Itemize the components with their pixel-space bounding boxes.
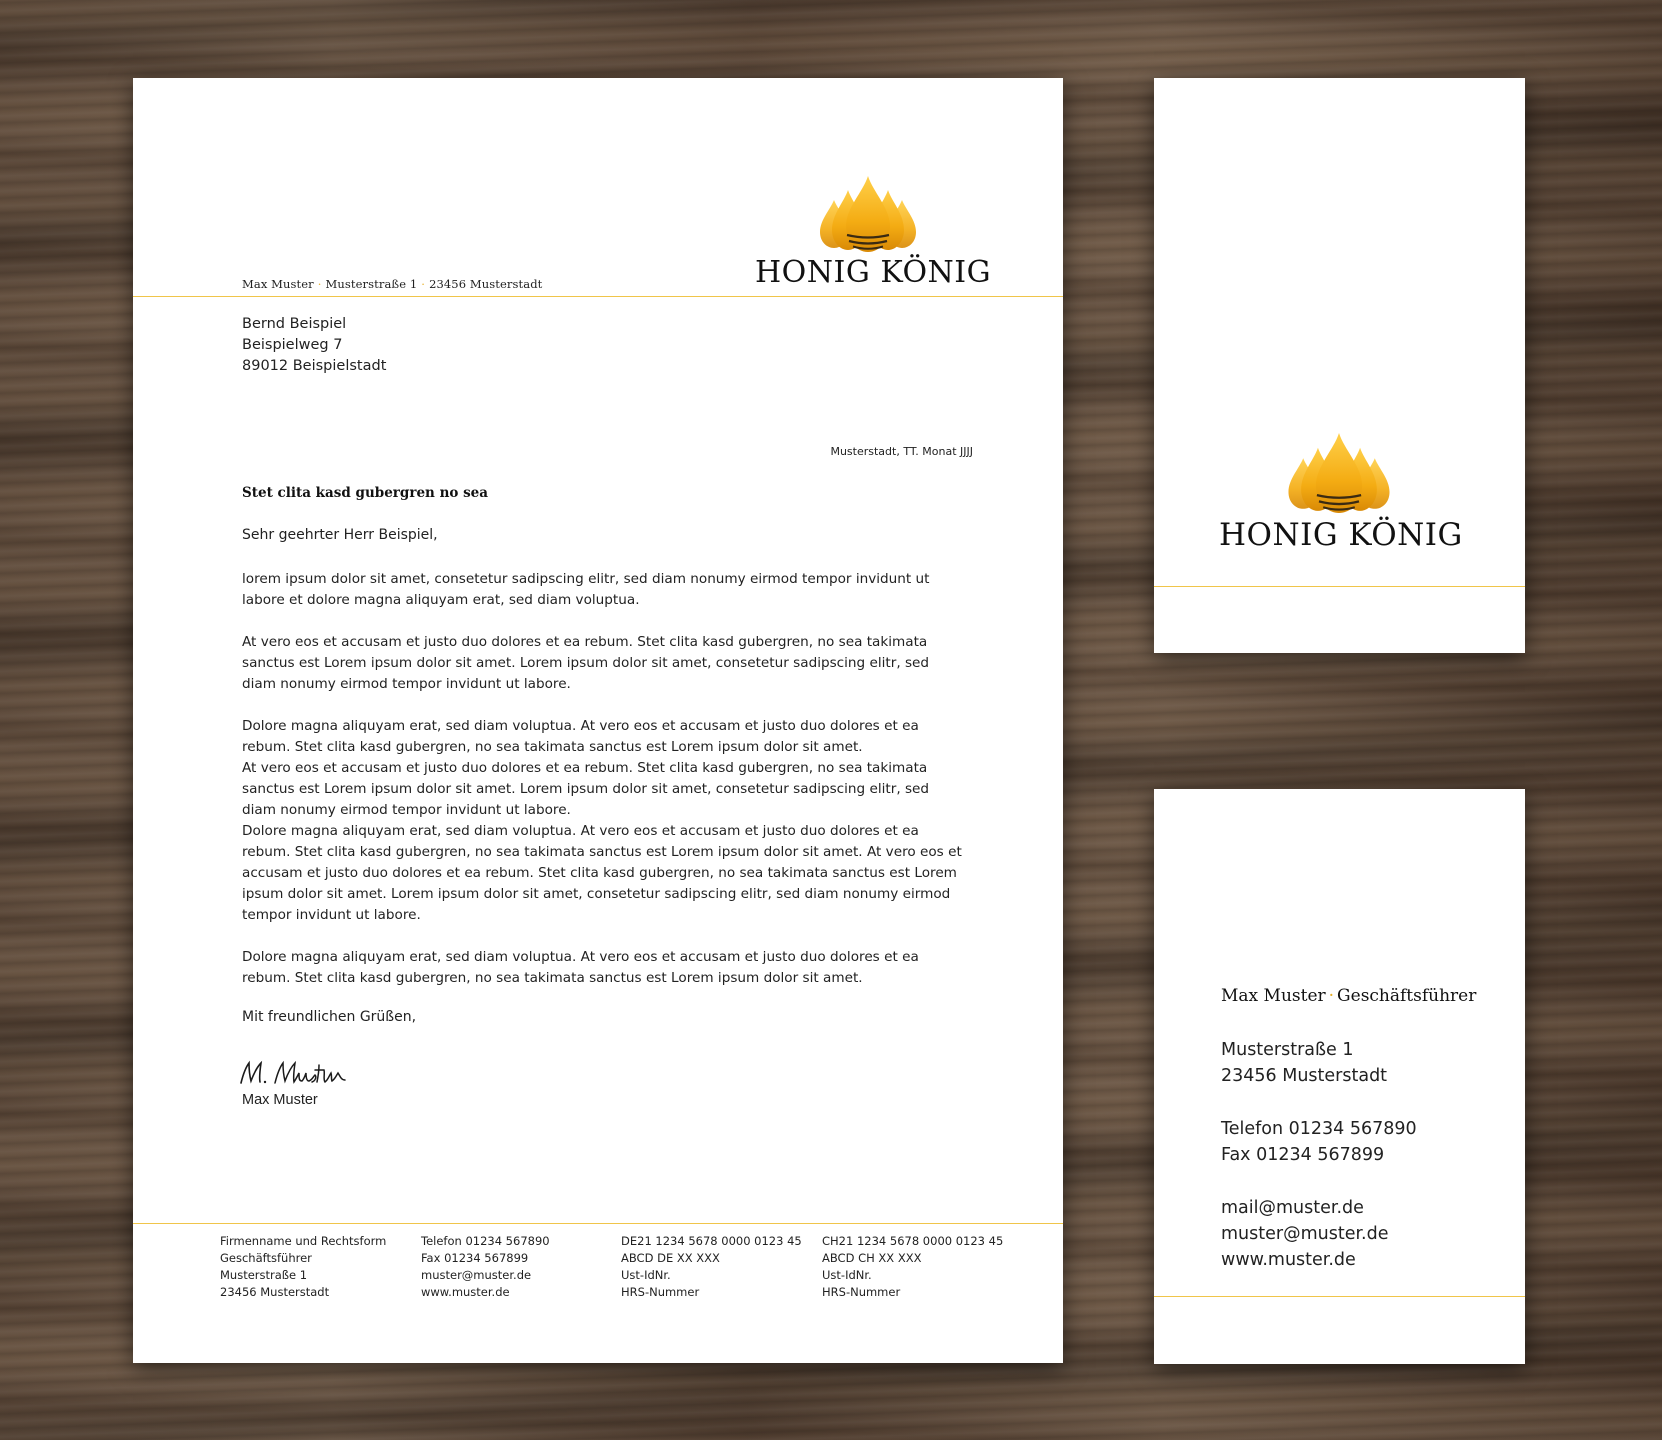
footer-line: Ust-IdNr. xyxy=(621,1268,671,1282)
card-person-role: Geschäftsführer xyxy=(1337,986,1477,1006)
letter-body xyxy=(242,569,962,1010)
footer-line: muster@muster.de xyxy=(421,1268,532,1282)
recipient-street: Beispielweg 7 xyxy=(242,337,343,353)
footer-line: Geschäftsführer xyxy=(220,1251,312,1265)
paragraph: Dolore magna aliquyam erat, sed diam voluptua. At vero eos et accusam et justo duo dolores et ea rebum. Stet clita kasd gubergren, no sea takimata sanctus est Lorem ipsum dolor sit amet. xyxy=(242,949,919,986)
footer-line: Musterstraße 1 xyxy=(220,1268,308,1282)
card-telefon: Telefon 01234 567890 xyxy=(1221,1119,1417,1139)
card-city: 23456 Musterstadt xyxy=(1221,1066,1388,1086)
card-phone xyxy=(1221,1116,1417,1168)
closing: Mit freundlichen Grüßen, xyxy=(242,1009,417,1025)
signature xyxy=(237,1057,357,1089)
card-website: www.muster.de xyxy=(1221,1250,1356,1270)
footer-line: Telefon 01234 567890 xyxy=(421,1234,550,1248)
footer-line: HRS-Nummer xyxy=(621,1285,700,1299)
card-email: muster@muster.de xyxy=(1221,1224,1389,1244)
letter-date: Musterstadt, TT. Monat JJJJ xyxy=(830,445,973,458)
paragraph: Dolore magna aliquyam erat, sed diam voluptua. At vero eos et accusam et justo duo dolores et ea rebum. Stet clita kasd gubergren, no sea takimata sanctus est Lorem ipsum dolor sit amet. xyxy=(242,718,919,755)
footer-line: HRS-Nummer xyxy=(822,1285,901,1299)
recipient-address xyxy=(242,314,386,377)
card-name-line: Max Muster · Geschäftsführer xyxy=(1221,986,1477,1006)
footer-contact xyxy=(421,1233,550,1301)
honey-crown-icon xyxy=(816,176,920,252)
letter-subject: Stet clita kasd gubergren no sea xyxy=(242,485,489,501)
letterhead-sheet xyxy=(133,78,1063,1363)
card-front-divider xyxy=(1154,586,1525,587)
footer-bank-de xyxy=(621,1233,802,1301)
brand-name: HONIG KÖNIG xyxy=(1219,517,1463,553)
paragraph: lorem ipsum dolor sit amet, consetetur sadipscing elitr, sed diam nonumy eirmod tempor invidunt ut labore et dolore magna aliquyam erat, sed diam voluptua. xyxy=(242,571,930,608)
honey-crown-icon xyxy=(1284,433,1394,513)
header-divider xyxy=(133,296,1063,297)
business-card-back xyxy=(1154,789,1525,1364)
footer-line: 23456 Musterstadt xyxy=(220,1285,330,1299)
footer-divider xyxy=(133,1223,1063,1224)
business-card-front xyxy=(1154,78,1525,653)
card-email: mail@muster.de xyxy=(1221,1198,1364,1218)
footer-line: Firmenname und Rechtsform xyxy=(220,1234,387,1248)
footer-line: www.muster.de xyxy=(421,1285,510,1299)
signer-name: Max Muster xyxy=(242,1092,318,1108)
card-fax: Fax 01234 567899 xyxy=(1221,1145,1385,1165)
sender-city: 23456 Musterstadt xyxy=(429,277,543,291)
recipient-city: 89012 Beispielstadt xyxy=(242,358,387,374)
card-address xyxy=(1221,1037,1387,1089)
footer-line: Fax 01234 567899 xyxy=(421,1251,529,1265)
paragraph: Dolore magna aliquyam erat, sed diam voluptua. At vero eos et accusam et justo duo dolores et ea rebum. Stet clita kasd gubergren, no sea takimata sanctus est Lorem ipsum dolor sit amet. At vero eos et accusam et justo duo dolores et ea rebum. Stet clita kasd gubergren, no sea takimata sanctus est Lorem ipsum dolor sit amet. Lorem ipsum dolor sit amet, consetetur sadipscing elitr, sed diam nonumy eirmod tempor invidunt ut labore. xyxy=(242,823,962,923)
card-back-divider xyxy=(1154,1296,1525,1297)
card-contact xyxy=(1221,1195,1389,1273)
sender-line: Max Muster · Musterstraße 1 · 23456 Musterstadt xyxy=(242,277,543,291)
brand-name: HONIG KÖNIG xyxy=(755,255,992,290)
footer-bank-ch xyxy=(822,1233,1003,1301)
footer-line: ABCD CH XX XXX xyxy=(822,1251,922,1265)
footer-company xyxy=(220,1233,386,1301)
card-logo xyxy=(1219,433,1463,553)
footer-line: Ust-IdNr. xyxy=(822,1268,872,1282)
card-street: Musterstraße 1 xyxy=(1221,1040,1354,1060)
letter-logo xyxy=(755,176,992,290)
paragraph: At vero eos et accusam et justo duo dolores et ea rebum. Stet clita kasd gubergren, no sea takimata sanctus est Lorem ipsum dolor sit amet. Lorem ipsum dolor sit amet, consetetur sadipscing elitr, sed diam nonumy eirmod tempor invidunt ut labore. xyxy=(242,634,930,692)
recipient-name: Bernd Beispiel xyxy=(242,316,347,332)
paragraph: At vero eos et accusam et justo duo dolores et ea rebum. Stet clita kasd gubergren, no sea takimata sanctus est Lorem ipsum dolor sit amet. Lorem ipsum dolor sit amet, consetetur sadipscing elitr, sed diam nonumy eirmod tempor invidunt ut labore. xyxy=(242,760,930,818)
sender-name: Max Muster xyxy=(242,277,314,291)
sender-street: Musterstraße 1 xyxy=(325,277,418,291)
footer-line: ABCD DE XX XXX xyxy=(621,1251,720,1265)
salutation: Sehr geehrter Herr Beispiel, xyxy=(242,527,438,543)
footer-line: DE21 1234 5678 0000 0123 45 xyxy=(621,1234,802,1248)
footer-line: CH21 1234 5678 0000 0123 45 xyxy=(822,1234,1004,1248)
card-person-name: Max Muster xyxy=(1221,986,1326,1006)
